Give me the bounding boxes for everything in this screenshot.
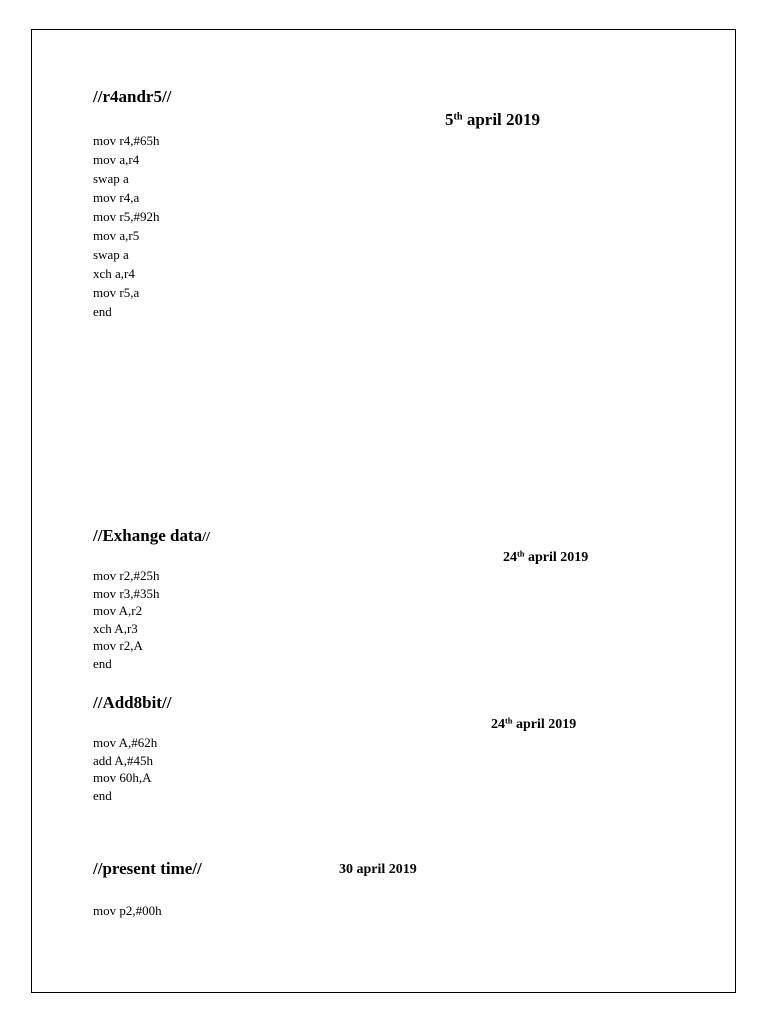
code-line: mov r4,#65h [93, 133, 160, 148]
heading-text: //Exhange data [93, 526, 203, 545]
code-line: mov r5,#92h [93, 209, 160, 224]
code-block-r4andr5 [93, 131, 159, 321]
date-suffix: th [517, 549, 525, 559]
section-heading-exchange-data [93, 526, 210, 548]
section-date [491, 716, 576, 734]
date-rest: april 2019 [512, 717, 577, 732]
code-line: xch A,r3 [93, 620, 138, 636]
code-block-present-time [93, 901, 162, 920]
code-line: mov r5,a [93, 285, 140, 300]
section-heading-add8bit: //Add8bit// [93, 693, 172, 712]
code-line: mov A,#62h [93, 735, 158, 750]
code-line: mov 60h,A [93, 770, 152, 785]
code-line: end [93, 304, 112, 319]
section-date: 30 april 2019 [339, 862, 417, 877]
code-line: end [93, 655, 112, 671]
section-date [503, 549, 588, 567]
date-suffix: th [505, 716, 513, 726]
code-line: swap a [93, 247, 129, 262]
date-day: 24 [491, 717, 505, 732]
code-line: mov p2,#00h [93, 903, 162, 918]
code-line: xch a,r4 [93, 266, 135, 281]
date-rest: april 2019 [462, 110, 541, 129]
code-line: mov r3,#35h [93, 585, 160, 601]
section-heading-r4andr5: //r4andr5// [93, 87, 172, 106]
code-line: mov r4,a [93, 190, 140, 205]
code-block-exchange-data [93, 567, 159, 672]
date-suffix: th [453, 111, 463, 123]
date-rest: april 2019 [524, 550, 589, 565]
code-line: mov a,r4 [93, 152, 140, 167]
code-line: mov a,r5 [93, 228, 140, 243]
code-line: mov r2,A [93, 638, 143, 653]
date-day: 5 [445, 110, 454, 129]
code-line: swap a [93, 171, 129, 186]
section-heading-present-time: //present time// [93, 859, 202, 878]
code-block-add8bit [93, 734, 157, 804]
code-line: mov r2,#25h [93, 568, 160, 583]
heading-tail: // [202, 530, 210, 545]
code-line: mov A,r2 [93, 603, 143, 618]
date-day: 24 [503, 550, 517, 565]
section-date [445, 110, 540, 130]
code-line: end [93, 787, 112, 803]
code-line: add A,#45h [93, 752, 153, 768]
